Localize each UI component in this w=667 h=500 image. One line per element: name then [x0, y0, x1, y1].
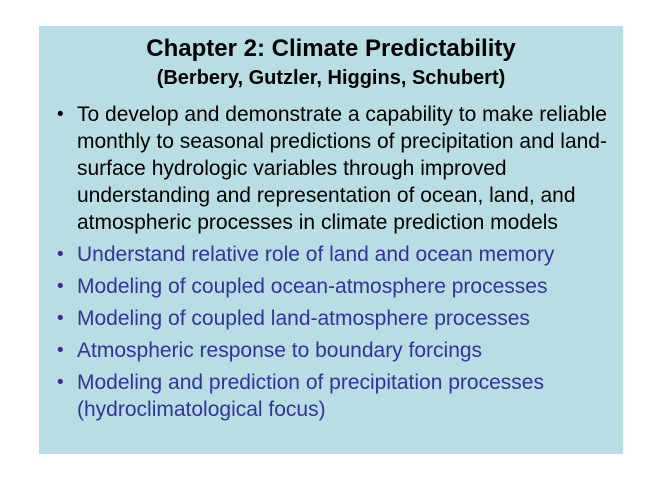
bullet-text: Atmospheric response to boundary forcings [77, 339, 483, 362]
slide-subtitle: (Berbery, Gutzler, Higgins, Schubert) [156, 67, 506, 89]
bullet-text: Modeling of coupled land-atmosphere processes [77, 307, 530, 330]
bullet-icon: • [57, 372, 64, 393]
bullet-list [39, 101, 623, 423]
bullet-icon: • [57, 340, 64, 361]
slide-background [39, 26, 623, 454]
bullet-item [39, 337, 611, 364]
bullet-item [39, 101, 611, 236]
slide-title: Chapter 2: Climate Predictability [146, 35, 516, 62]
bullet-item [39, 369, 611, 423]
bullet-icon: • [57, 276, 64, 297]
bullet-item [39, 305, 611, 332]
bullet-icon: • [57, 308, 64, 329]
bullet-icon: • [57, 244, 64, 265]
bullet-icon: • [57, 104, 64, 125]
bullet-item [39, 273, 611, 300]
bullet-item [39, 241, 611, 268]
bullet-text: Understand relative role of land and ocean memory [77, 243, 555, 266]
bullet-text: Modeling of coupled ocean-atmosphere processes [77, 275, 548, 298]
bullet-text: Modeling and prediction of precipitation processes (hydroclimatological focus) [77, 371, 544, 421]
bullet-text: To develop and demonstrate a capability to make reliable monthly to seasonal predictions of precipitation and land-surface hydrologic variables through improved understanding and representation of ocean, land, and atmospheric processes in climate prediction models [77, 103, 607, 234]
